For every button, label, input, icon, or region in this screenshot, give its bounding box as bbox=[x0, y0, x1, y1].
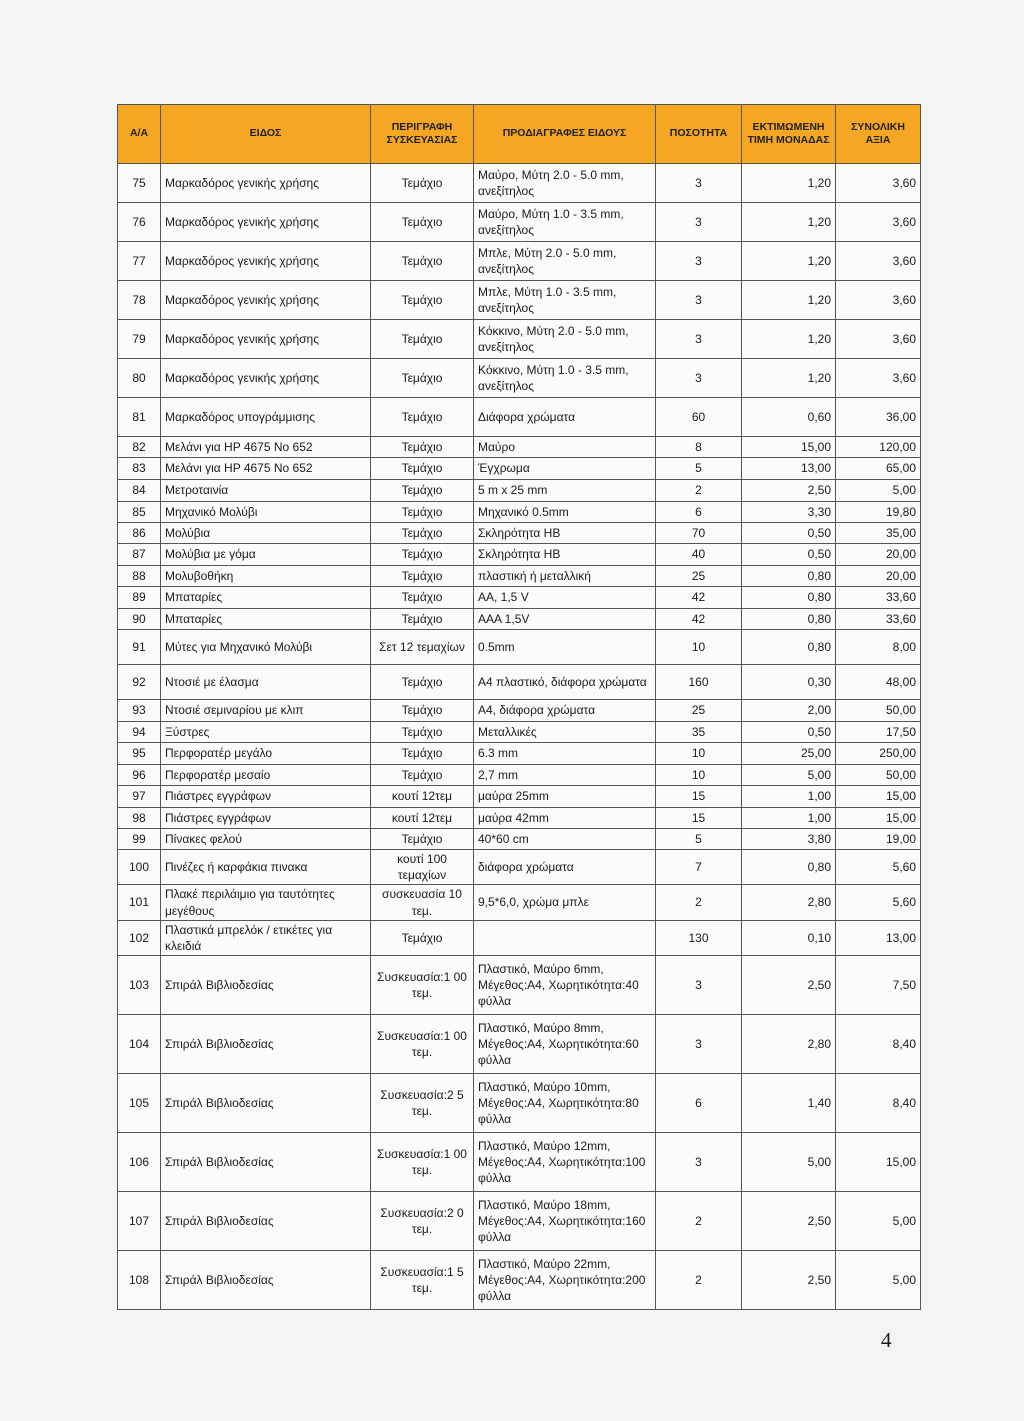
row-number: 87 bbox=[118, 544, 161, 566]
packaging: Τεμάχιο bbox=[371, 502, 474, 523]
quantity: 3 bbox=[656, 359, 742, 398]
row-number: 95 bbox=[118, 743, 161, 765]
unit-price: 0,80 bbox=[742, 566, 836, 587]
unit-price: 1,20 bbox=[742, 281, 836, 320]
unit-price: 1,20 bbox=[742, 203, 836, 242]
row-number: 92 bbox=[118, 665, 161, 700]
specs: 9,5*6,0, χρώμα μπλε bbox=[474, 885, 656, 920]
row-number: 100 bbox=[118, 850, 161, 885]
item-name: Μαρκαδόρος γενικής χρήσης bbox=[161, 242, 371, 281]
total-value: 8,40 bbox=[836, 1074, 921, 1133]
specs: Μπλε, Μύτη 1.0 - 3.5 mm, ανεξίτηλος bbox=[474, 281, 656, 320]
quantity: 3 bbox=[656, 1133, 742, 1192]
item-name: Μολύβια bbox=[161, 523, 371, 544]
row-number: 91 bbox=[118, 630, 161, 665]
unit-price: 5,00 bbox=[742, 1133, 836, 1192]
quantity: 2 bbox=[656, 1192, 742, 1251]
specs: Διάφορα χρώματα bbox=[474, 398, 656, 437]
quantity: 2 bbox=[656, 1251, 742, 1310]
packaging: Τεμάχιο bbox=[371, 665, 474, 700]
total-value: 33,60 bbox=[836, 587, 921, 609]
unit-price: 5,00 bbox=[742, 765, 836, 786]
unit-price: 3,80 bbox=[742, 829, 836, 850]
row-number: 79 bbox=[118, 320, 161, 359]
quantity: 70 bbox=[656, 523, 742, 544]
item-name: Μολύβια με γόμα bbox=[161, 544, 371, 566]
unit-price: 15,00 bbox=[742, 437, 836, 458]
table-row bbox=[118, 458, 921, 480]
col-header-aa: Α/Α bbox=[118, 105, 161, 164]
packaging: Τεμάχιο bbox=[371, 829, 474, 850]
specs: μαύρα 42mm bbox=[474, 808, 656, 829]
packaging: κουτί 100 τεμαχίων bbox=[371, 850, 474, 885]
specs: Κόκκινο, Μύτη 1.0 - 3.5 mm, ανεξίτηλος bbox=[474, 359, 656, 398]
unit-price: 0,50 bbox=[742, 722, 836, 743]
unit-price: 2,80 bbox=[742, 885, 836, 920]
row-number: 96 bbox=[118, 765, 161, 786]
quantity: 7 bbox=[656, 850, 742, 885]
item-name: Πίνακες φελού bbox=[161, 829, 371, 850]
item-name: Ξύστρες bbox=[161, 722, 371, 743]
items-table bbox=[117, 104, 921, 1310]
table-row bbox=[118, 1015, 921, 1074]
specs: Α4, διάφορα χρώματα bbox=[474, 700, 656, 722]
total-value: 15,00 bbox=[836, 1133, 921, 1192]
packaging: Τεμάχιο bbox=[371, 920, 474, 955]
quantity: 15 bbox=[656, 808, 742, 829]
packaging: Τεμάχιο bbox=[371, 359, 474, 398]
row-number: 82 bbox=[118, 437, 161, 458]
total-value: 13,00 bbox=[836, 920, 921, 955]
specs: Μπλε, Μύτη 2.0 - 5.0 mm, ανεξίτηλος bbox=[474, 242, 656, 281]
total-value: 36,00 bbox=[836, 398, 921, 437]
table-row bbox=[118, 609, 921, 630]
row-number: 78 bbox=[118, 281, 161, 320]
item-name: Περφορατέρ μεσαίο bbox=[161, 765, 371, 786]
packaging: Συσκευασία:1 5 τεμ. bbox=[371, 1251, 474, 1310]
specs bbox=[474, 920, 656, 955]
row-number: 83 bbox=[118, 458, 161, 480]
col-header-specs: ΠΡΟΔΙΑΓΡΑΦΕΣ ΕΙΔΟΥΣ bbox=[474, 105, 656, 164]
total-value: 5,00 bbox=[836, 1192, 921, 1251]
unit-price: 2,50 bbox=[742, 956, 836, 1015]
table-row bbox=[118, 242, 921, 281]
quantity: 42 bbox=[656, 587, 742, 609]
specs: μαύρα 25mm bbox=[474, 786, 656, 808]
row-number: 99 bbox=[118, 829, 161, 850]
unit-price: 1,20 bbox=[742, 164, 836, 203]
total-value: 8,00 bbox=[836, 630, 921, 665]
unit-price: 13,00 bbox=[742, 458, 836, 480]
packaging: Τεμάχιο bbox=[371, 320, 474, 359]
total-value: 17,50 bbox=[836, 722, 921, 743]
packaging: Τεμάχιο bbox=[371, 437, 474, 458]
packaging: Τεμάχιο bbox=[371, 765, 474, 786]
row-number: 75 bbox=[118, 164, 161, 203]
specs: Κόκκινο, Μύτη 2.0 - 5.0 mm, ανεξίτηλος bbox=[474, 320, 656, 359]
specs: 0.5mm bbox=[474, 630, 656, 665]
quantity: 3 bbox=[656, 281, 742, 320]
unit-price: 1,20 bbox=[742, 242, 836, 281]
quantity: 42 bbox=[656, 609, 742, 630]
specs: Α4 πλαστικό, διάφορα χρώματα bbox=[474, 665, 656, 700]
item-name: Μελάνι για HP 4675 No 652 bbox=[161, 458, 371, 480]
row-number: 105 bbox=[118, 1074, 161, 1133]
item-name: Μετροταινία bbox=[161, 480, 371, 502]
total-value: 3,60 bbox=[836, 359, 921, 398]
packaging: κουτί 12τεμ bbox=[371, 786, 474, 808]
quantity: 5 bbox=[656, 458, 742, 480]
item-name: Περφορατέρ μεγάλο bbox=[161, 743, 371, 765]
total-value: 3,60 bbox=[836, 242, 921, 281]
table-header-row bbox=[118, 105, 921, 164]
specs: ΑΑ, 1,5 V bbox=[474, 587, 656, 609]
packaging: συσκευασία 10 τεμ. bbox=[371, 885, 474, 920]
item-name: Σπιράλ Βιβλιοδεσίας bbox=[161, 1074, 371, 1133]
table-row bbox=[118, 320, 921, 359]
table-row bbox=[118, 437, 921, 458]
total-value: 3,60 bbox=[836, 320, 921, 359]
item-name: Πιάστρες εγγράφων bbox=[161, 808, 371, 829]
unit-price: 0,80 bbox=[742, 609, 836, 630]
table-row bbox=[118, 665, 921, 700]
table-row bbox=[118, 281, 921, 320]
total-value: 120,00 bbox=[836, 437, 921, 458]
packaging: Τεμάχιο bbox=[371, 743, 474, 765]
table-row bbox=[118, 808, 921, 829]
table-row bbox=[118, 829, 921, 850]
page-number: 4 bbox=[881, 1328, 892, 1352]
unit-price: 2,50 bbox=[742, 1192, 836, 1251]
item-name: Σπιράλ Βιβλιοδεσίας bbox=[161, 1251, 371, 1310]
total-value: 15,00 bbox=[836, 786, 921, 808]
table-row bbox=[118, 544, 921, 566]
total-value: 35,00 bbox=[836, 523, 921, 544]
packaging: Τεμάχιο bbox=[371, 544, 474, 566]
packaging: Συσκευασία:2 5 τεμ. bbox=[371, 1074, 474, 1133]
specs: Πλαστικό, Μαύρο 18mm, Μέγεθος:Α4, Χωρητικότητα:160 φύλλα bbox=[474, 1192, 656, 1251]
row-number: 80 bbox=[118, 359, 161, 398]
table-row bbox=[118, 359, 921, 398]
row-number: 101 bbox=[118, 885, 161, 920]
item-name: Πλακέ περιλάιμιο για ταυτότητες μεγέθους bbox=[161, 885, 371, 920]
row-number: 94 bbox=[118, 722, 161, 743]
row-number: 107 bbox=[118, 1192, 161, 1251]
unit-price: 0,10 bbox=[742, 920, 836, 955]
specs: Μεταλλικές bbox=[474, 722, 656, 743]
total-value: 7,50 bbox=[836, 956, 921, 1015]
unit-price: 1,00 bbox=[742, 808, 836, 829]
packaging: Τεμάχιο bbox=[371, 242, 474, 281]
unit-price: 1,40 bbox=[742, 1074, 836, 1133]
col-header-item: ΕΙΔΟΣ bbox=[161, 105, 371, 164]
unit-price: 1,20 bbox=[742, 359, 836, 398]
item-name: Ντοσιέ με έλασμα bbox=[161, 665, 371, 700]
table-row bbox=[118, 566, 921, 587]
total-value: 3,60 bbox=[836, 203, 921, 242]
table-row bbox=[118, 1192, 921, 1251]
row-number: 85 bbox=[118, 502, 161, 523]
unit-price: 25,00 bbox=[742, 743, 836, 765]
total-value: 19,00 bbox=[836, 829, 921, 850]
specs: Μαύρο bbox=[474, 437, 656, 458]
unit-price: 2,50 bbox=[742, 480, 836, 502]
col-header-packaging: ΠΕΡΙΓΡΑΦΗ ΣΥΣΚΕΥΑΣΙΑΣ bbox=[371, 105, 474, 164]
total-value: 48,00 bbox=[836, 665, 921, 700]
quantity: 2 bbox=[656, 480, 742, 502]
item-name: Πλαστικά μπρελόκ / ετικέτες για κλειδιά bbox=[161, 920, 371, 955]
packaging: Συσκευασία:1 00 τεμ. bbox=[371, 956, 474, 1015]
specs: Μαύρο, Μύτη 2.0 - 5.0 mm, ανεξίτηλος bbox=[474, 164, 656, 203]
packaging: Συσκευασία:1 00 τεμ. bbox=[371, 1133, 474, 1192]
unit-price: 2,50 bbox=[742, 1251, 836, 1310]
item-name: Μαρκαδόρος υπογράμμισης bbox=[161, 398, 371, 437]
item-name: Μαρκαδόρος γενικής χρήσης bbox=[161, 164, 371, 203]
quantity: 40 bbox=[656, 544, 742, 566]
specs: Πλαστικό, Μαύρο 6mm, Μέγεθος:Α4, Χωρητικότητα:40 φύλλα bbox=[474, 956, 656, 1015]
quantity: 3 bbox=[656, 1015, 742, 1074]
table-row bbox=[118, 700, 921, 722]
item-name: Μαρκαδόρος γενικής χρήσης bbox=[161, 320, 371, 359]
unit-price: 3,30 bbox=[742, 502, 836, 523]
row-number: 84 bbox=[118, 480, 161, 502]
packaging: κουτί 12τεμ bbox=[371, 808, 474, 829]
unit-price: 0,60 bbox=[742, 398, 836, 437]
unit-price: 0,80 bbox=[742, 630, 836, 665]
specs: πλαστική ή μεταλλική bbox=[474, 566, 656, 587]
table-row bbox=[118, 480, 921, 502]
packaging: Τεμάχιο bbox=[371, 523, 474, 544]
item-name: Μολυβοθήκη bbox=[161, 566, 371, 587]
item-name: Σπιράλ Βιβλιοδεσίας bbox=[161, 1015, 371, 1074]
quantity: 8 bbox=[656, 437, 742, 458]
quantity: 10 bbox=[656, 765, 742, 786]
packaging: Τεμάχιο bbox=[371, 700, 474, 722]
quantity: 25 bbox=[656, 566, 742, 587]
total-value: 8,40 bbox=[836, 1015, 921, 1074]
specs: Πλαστικό, Μαύρο 22mm, Μέγεθος:Α4, Χωρητικότητα:200 φύλλα bbox=[474, 1251, 656, 1310]
table-row bbox=[118, 920, 921, 955]
quantity: 10 bbox=[656, 743, 742, 765]
quantity: 35 bbox=[656, 722, 742, 743]
unit-price: 0,50 bbox=[742, 544, 836, 566]
specs: διάφορα χρώματα bbox=[474, 850, 656, 885]
quantity: 3 bbox=[656, 203, 742, 242]
item-name: Πινέζες ή καρφάκια πινακα bbox=[161, 850, 371, 885]
specs: ΑΑΑ 1,5V bbox=[474, 609, 656, 630]
packaging: Τεμάχιο bbox=[371, 480, 474, 502]
table-row bbox=[118, 722, 921, 743]
quantity: 5 bbox=[656, 829, 742, 850]
quantity: 2 bbox=[656, 885, 742, 920]
table-row bbox=[118, 523, 921, 544]
specs: Πλαστικό, Μαύρο 12mm, Μέγεθος:Α4, Χωρητικότητα:100 φύλλα bbox=[474, 1133, 656, 1192]
packaging: Τεμάχιο bbox=[371, 164, 474, 203]
quantity: 3 bbox=[656, 320, 742, 359]
quantity: 6 bbox=[656, 502, 742, 523]
quantity: 130 bbox=[656, 920, 742, 955]
quantity: 15 bbox=[656, 786, 742, 808]
row-number: 93 bbox=[118, 700, 161, 722]
row-number: 90 bbox=[118, 609, 161, 630]
table-row bbox=[118, 850, 921, 885]
total-value: 20,00 bbox=[836, 566, 921, 587]
item-name: Σπιράλ Βιβλιοδεσίας bbox=[161, 1133, 371, 1192]
quantity: 6 bbox=[656, 1074, 742, 1133]
specs: Σκληρότητα ΗΒ bbox=[474, 523, 656, 544]
packaging: Τεμάχιο bbox=[371, 281, 474, 320]
total-value: 5,00 bbox=[836, 480, 921, 502]
quantity: 3 bbox=[656, 164, 742, 203]
unit-price: 2,80 bbox=[742, 1015, 836, 1074]
table-row bbox=[118, 502, 921, 523]
specs: Έγχρωμα bbox=[474, 458, 656, 480]
total-value: 50,00 bbox=[836, 765, 921, 786]
row-number: 104 bbox=[118, 1015, 161, 1074]
quantity: 60 bbox=[656, 398, 742, 437]
table-row bbox=[118, 587, 921, 609]
unit-price: 0,30 bbox=[742, 665, 836, 700]
packaging: Τεμάχιο bbox=[371, 722, 474, 743]
row-number: 106 bbox=[118, 1133, 161, 1192]
packaging: Τεμάχιο bbox=[371, 587, 474, 609]
item-name: Μαρκαδόρος γενικής χρήσης bbox=[161, 203, 371, 242]
table-row bbox=[118, 1133, 921, 1192]
packaging: Τεμάχιο bbox=[371, 203, 474, 242]
specs: 6.3 mm bbox=[474, 743, 656, 765]
total-value: 15,00 bbox=[836, 808, 921, 829]
unit-price: 1,20 bbox=[742, 320, 836, 359]
total-value: 19,80 bbox=[836, 502, 921, 523]
total-value: 5,60 bbox=[836, 885, 921, 920]
item-name: Σπιράλ Βιβλιοδεσίας bbox=[161, 956, 371, 1015]
packaging: Σετ 12 τεμαχίων bbox=[371, 630, 474, 665]
total-value: 50,00 bbox=[836, 700, 921, 722]
unit-price: 0,80 bbox=[742, 850, 836, 885]
total-value: 5,00 bbox=[836, 1251, 921, 1310]
specs: Πλαστικό, Μαύρο 8mm, Μέγεθος:Α4, Χωρητικότητα:60 φύλλα bbox=[474, 1015, 656, 1074]
total-value: 250,00 bbox=[836, 743, 921, 765]
table-row bbox=[118, 630, 921, 665]
col-header-quantity: ΠΟΣΟΤΗΤΑ bbox=[656, 105, 742, 164]
unit-price: 0,50 bbox=[742, 523, 836, 544]
specs: 2,7 mm bbox=[474, 765, 656, 786]
item-name: Σπιράλ Βιβλιοδεσίας bbox=[161, 1192, 371, 1251]
quantity: 3 bbox=[656, 242, 742, 281]
quantity: 10 bbox=[656, 630, 742, 665]
packaging: Τεμάχιο bbox=[371, 458, 474, 480]
packaging: Συσκευασία:1 00 τεμ. bbox=[371, 1015, 474, 1074]
item-name: Ντοσιέ σεμιναρίου με κλιπ bbox=[161, 700, 371, 722]
row-number: 86 bbox=[118, 523, 161, 544]
quantity: 160 bbox=[656, 665, 742, 700]
table-row bbox=[118, 956, 921, 1015]
specs: Πλαστικό, Μαύρο 10mm, Μέγεθος:Α4, Χωρητικότητα:80 φύλλα bbox=[474, 1074, 656, 1133]
table-row bbox=[118, 164, 921, 203]
table-row bbox=[118, 765, 921, 786]
row-number: 108 bbox=[118, 1251, 161, 1310]
col-header-unit-price: ΕΚΤΙΜΩΜΕΝΗ ΤΙΜΗ ΜΟΝΑΔΑΣ bbox=[742, 105, 836, 164]
total-value: 3,60 bbox=[836, 164, 921, 203]
row-number: 89 bbox=[118, 587, 161, 609]
table-row bbox=[118, 743, 921, 765]
row-number: 98 bbox=[118, 808, 161, 829]
specs: 5 m x 25 mm bbox=[474, 480, 656, 502]
item-name: Μύτες για Μηχανικό Μολύβι bbox=[161, 630, 371, 665]
unit-price: 2,00 bbox=[742, 700, 836, 722]
specs: Μηχανικό 0.5mm bbox=[474, 502, 656, 523]
item-name: Μαρκαδόρος γενικής χρήσης bbox=[161, 359, 371, 398]
total-value: 65,00 bbox=[836, 458, 921, 480]
item-name: Μηχανικό Μολύβι bbox=[161, 502, 371, 523]
table-row bbox=[118, 203, 921, 242]
table-row bbox=[118, 786, 921, 808]
item-name: Μαρκαδόρος γενικής χρήσης bbox=[161, 281, 371, 320]
item-name: Μπαταρίες bbox=[161, 609, 371, 630]
table-row bbox=[118, 398, 921, 437]
quantity: 3 bbox=[656, 956, 742, 1015]
specs: Μαύρο, Μύτη 1.0 - 3.5 mm, ανεξίτηλος bbox=[474, 203, 656, 242]
table-row bbox=[118, 885, 921, 920]
total-value: 20,00 bbox=[836, 544, 921, 566]
table-row bbox=[118, 1251, 921, 1310]
specs: Σκληρότητα ΗΒ bbox=[474, 544, 656, 566]
total-value: 5,60 bbox=[836, 850, 921, 885]
unit-price: 1,00 bbox=[742, 786, 836, 808]
item-name: Πιάστρες εγγράφων bbox=[161, 786, 371, 808]
row-number: 103 bbox=[118, 956, 161, 1015]
packaging: Τεμάχιο bbox=[371, 566, 474, 587]
packaging: Τεμάχιο bbox=[371, 398, 474, 437]
row-number: 77 bbox=[118, 242, 161, 281]
row-number: 81 bbox=[118, 398, 161, 437]
packaging: Τεμάχιο bbox=[371, 609, 474, 630]
total-value: 33,60 bbox=[836, 609, 921, 630]
item-name: Μελάνι για HP 4675 No 652 bbox=[161, 437, 371, 458]
row-number: 102 bbox=[118, 920, 161, 955]
row-number: 76 bbox=[118, 203, 161, 242]
row-number: 97 bbox=[118, 786, 161, 808]
quantity: 25 bbox=[656, 700, 742, 722]
row-number: 88 bbox=[118, 566, 161, 587]
item-name: Μπαταρίες bbox=[161, 587, 371, 609]
packaging: Συσκευασία:2 0 τεμ. bbox=[371, 1192, 474, 1251]
specs: 40*60 cm bbox=[474, 829, 656, 850]
table-row bbox=[118, 1074, 921, 1133]
unit-price: 0,80 bbox=[742, 587, 836, 609]
total-value: 3,60 bbox=[836, 281, 921, 320]
col-header-total: ΣΥΝΟΛΙΚΗ ΑΞΙΑ bbox=[836, 105, 921, 164]
